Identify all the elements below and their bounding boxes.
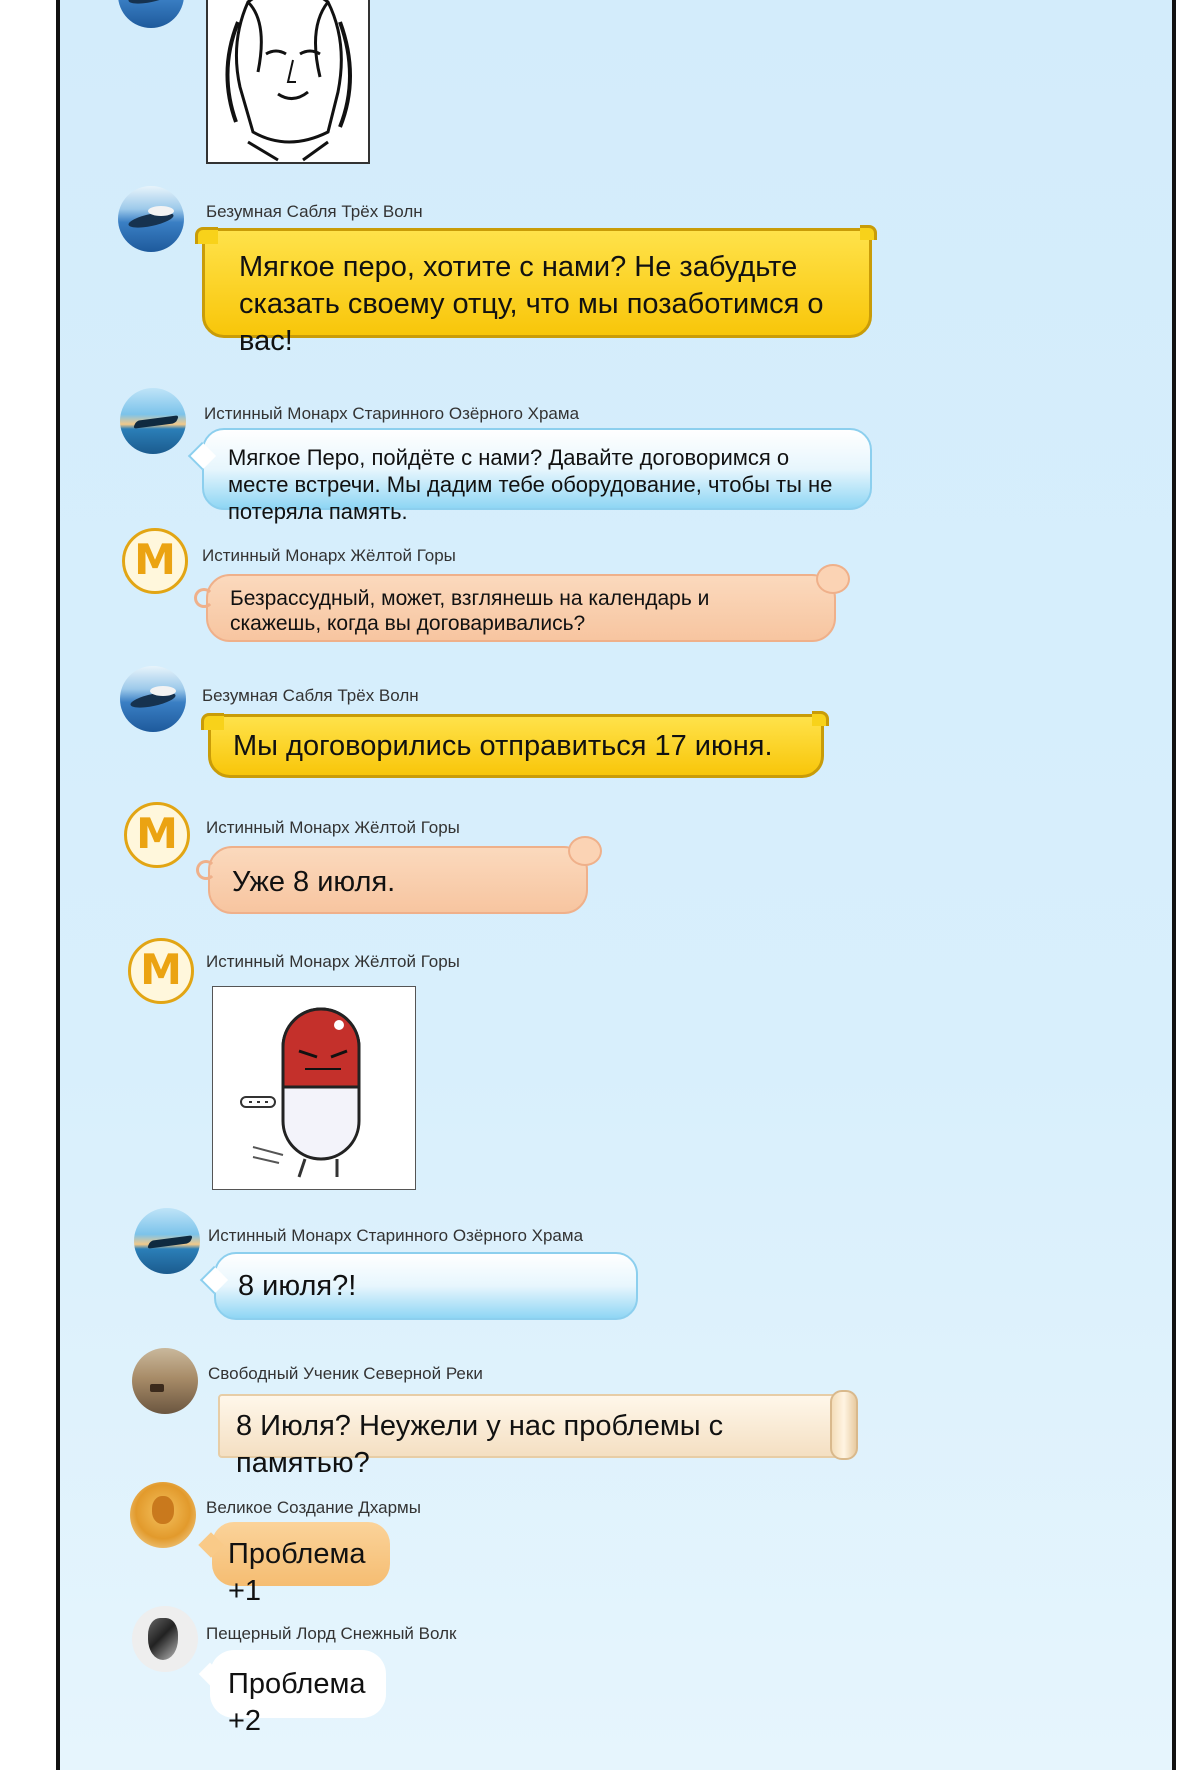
avatar-dharma[interactable] — [130, 1482, 196, 1548]
message-text: 8 июля?! — [238, 1270, 357, 1302]
message-bubble[interactable] — [214, 1252, 638, 1320]
message-text: 8 Июля? Неужели у нас проблемы с памятью? — [236, 1410, 724, 1479]
message-text: Уже 8 июля. — [232, 866, 396, 898]
message-bubble[interactable] — [202, 428, 872, 524]
message-bubble[interactable] — [208, 714, 824, 778]
avatar-yellow-mountain[interactable] — [128, 938, 194, 1004]
message-bubble[interactable] — [202, 228, 872, 357]
sender-name: Свободный Ученик Северной Реки — [208, 1364, 483, 1383]
sender-name: Безумная Сабля Трёх Волн — [202, 686, 419, 705]
avatar-three-waves[interactable] — [120, 666, 186, 732]
avatar-three-waves[interactable] — [118, 0, 184, 28]
mountain-icon: M — [140, 945, 182, 994]
avatar-yellow-mountain[interactable] — [124, 802, 190, 868]
message-bubble[interactable] — [206, 574, 836, 642]
message-bubble[interactable] — [212, 1522, 390, 1607]
sender-name: Истинный Монарх Старинного Озёрного Храма — [208, 1226, 584, 1245]
message-text: Мягкое Перо, пойдёте с нами? Давайте договоримся о месте встречи. Мы дадим тебе оборудование, чтобы ты не потеряла память. — [228, 445, 833, 524]
chat-panel[interactable] — [56, 0, 1176, 1770]
message-text: Проблема +1 — [228, 1538, 366, 1607]
avatar-snow-wolf[interactable] — [132, 1606, 198, 1672]
sender-name: Безумная Сабля Трёх Волн — [206, 202, 423, 221]
anime-man-drawing — [208, 0, 368, 162]
sender-name: Пещерный Лорд Снежный Волк — [206, 1624, 457, 1643]
message-text: Безрассудный, может, взглянешь на календарь и скажешь, когда вы договаривались? — [230, 587, 710, 635]
avatar-lake-temple[interactable] — [120, 388, 186, 454]
message-text: Мы договорились отправиться 17 июня. — [233, 730, 773, 762]
message-bubble[interactable] — [218, 1394, 846, 1479]
avatar-three-waves[interactable] — [118, 186, 184, 252]
sender-name: Истинный Монарх Жёлтой Горы — [202, 546, 456, 565]
mountain-icon: M — [136, 809, 178, 858]
message-text: Мягкое перо, хотите с нами? Не забудьте сказать своему отцу, что мы позаботимся о вас! — [239, 251, 824, 357]
sender-name: Великое Создание Дхармы — [206, 1498, 421, 1517]
sender-name: Истинный Монарх Жёлтой Горы — [206, 952, 460, 971]
sender-name: Истинный Монарх Старинного Озёрного Храма — [204, 404, 580, 423]
anime-man-sticker — [206, 0, 370, 164]
avatar-yellow-mountain[interactable] — [122, 528, 188, 594]
mountain-icon: M — [134, 535, 176, 584]
message-text: Проблема +2 — [228, 1668, 366, 1737]
message-bubble[interactable] — [210, 1650, 386, 1737]
message-bubble[interactable] — [208, 846, 588, 914]
pill-character-drawing — [213, 987, 413, 1187]
avatar-lake-temple[interactable] — [134, 1208, 200, 1274]
avatar-north-river[interactable] — [132, 1348, 198, 1414]
pill-character-sticker[interactable] — [212, 986, 416, 1190]
sender-name: Истинный Монарх Жёлтой Горы — [206, 818, 460, 837]
